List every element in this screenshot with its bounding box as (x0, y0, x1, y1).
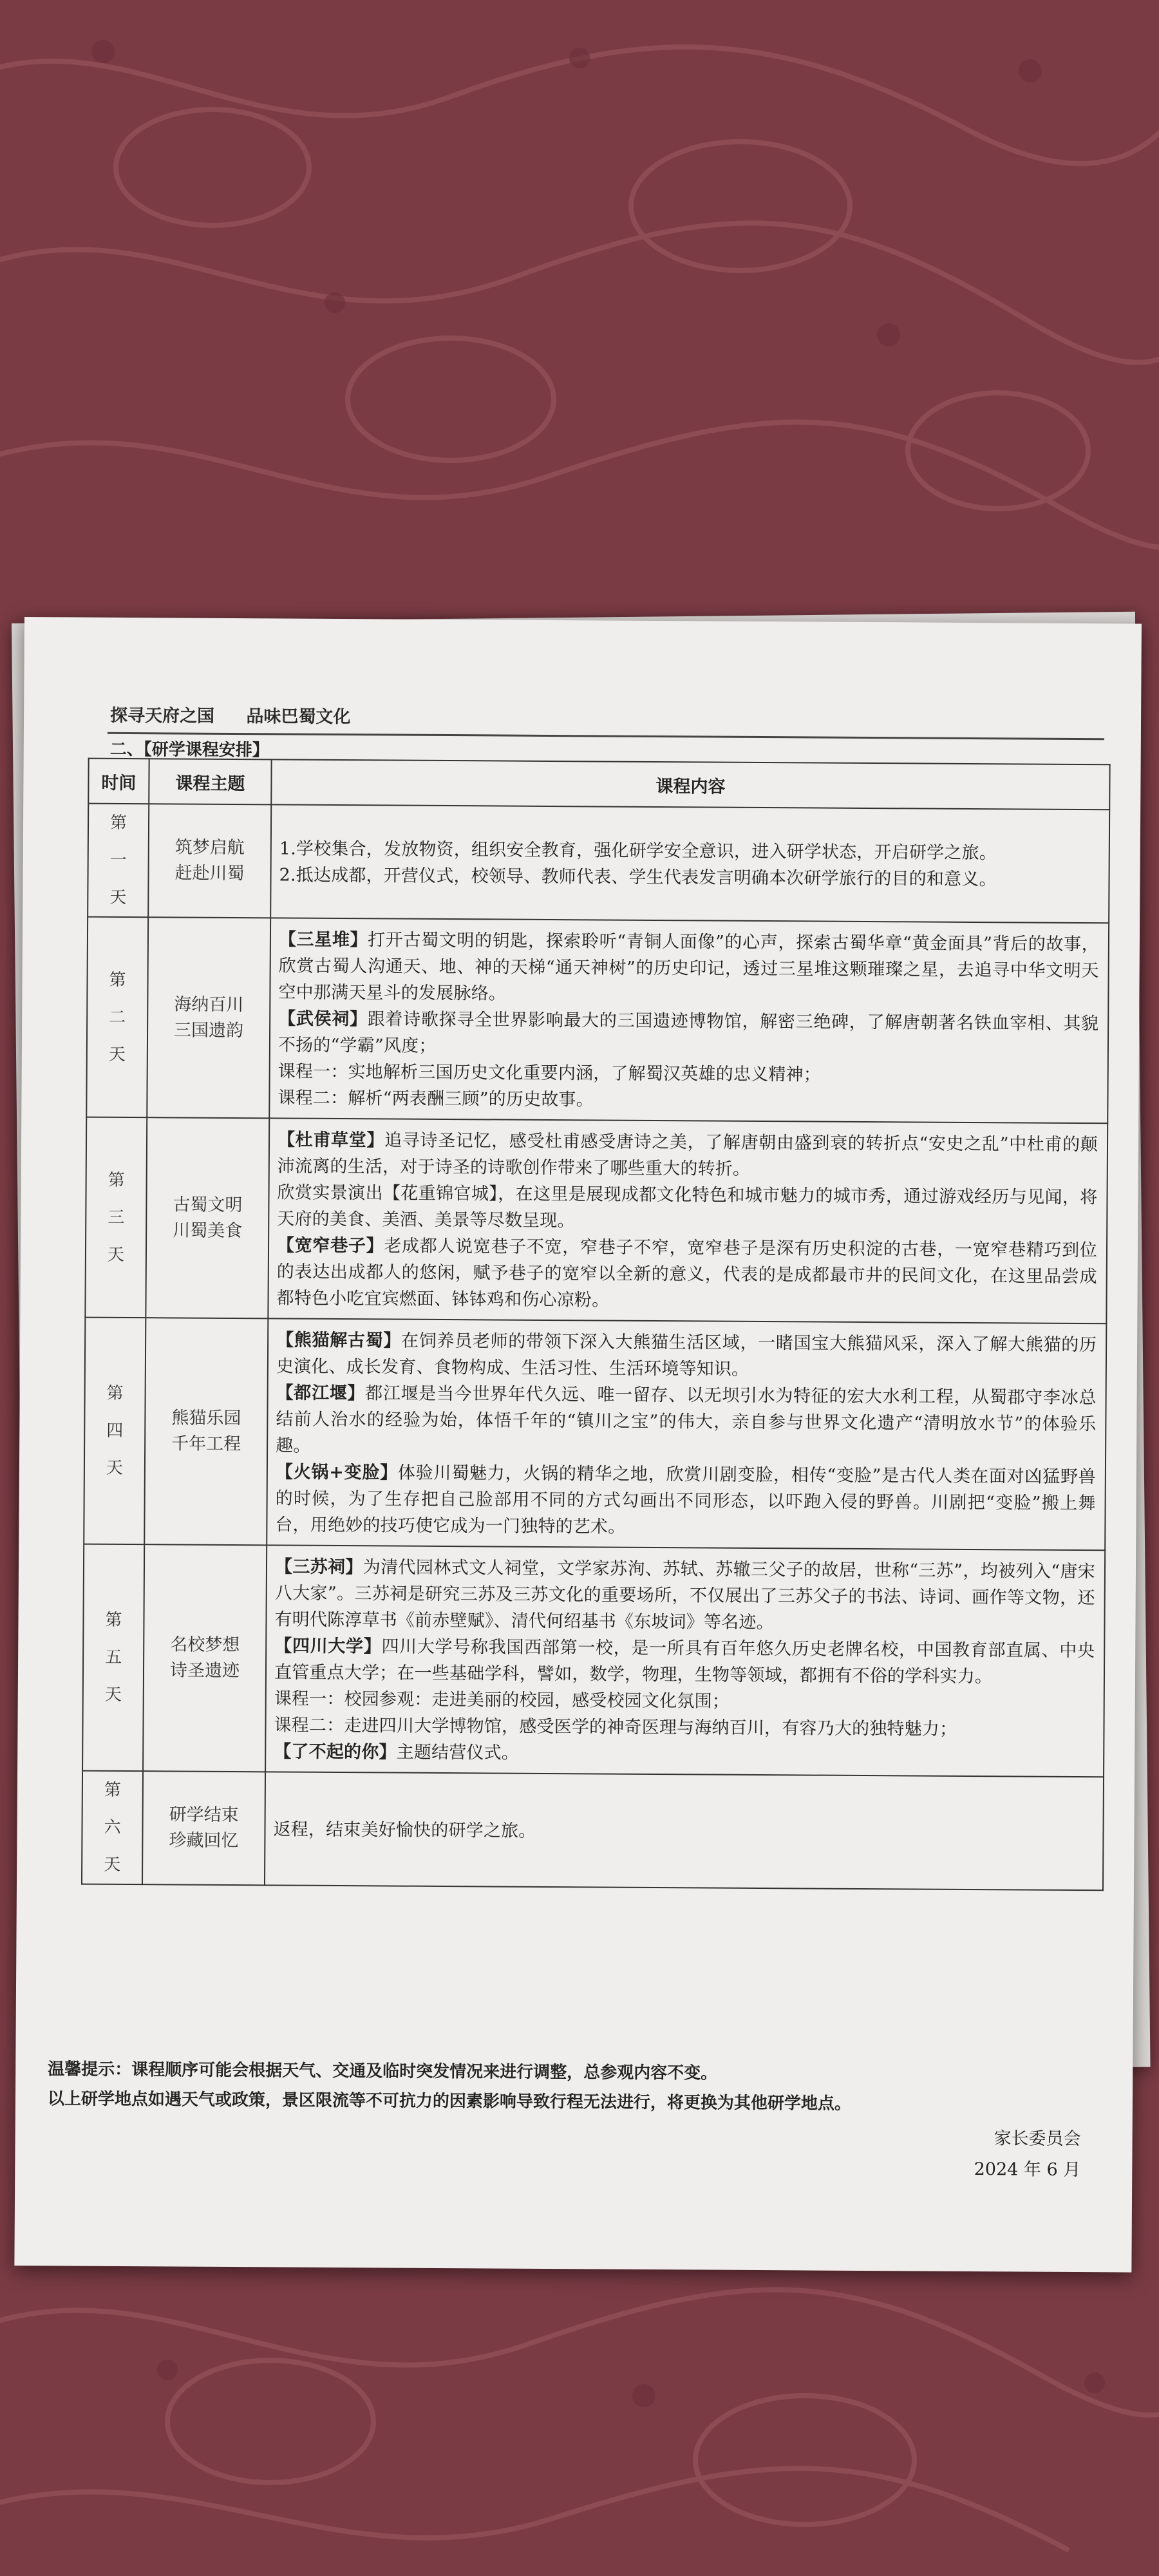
site-tag: 【三星堆】 (278, 929, 368, 951)
theme-line: 古蜀文明 (173, 1194, 243, 1215)
signature-block (974, 2123, 1081, 2186)
content-text: 在饲养员老师的带领下深入大熊猫生活区域，一睹国宝大熊猫风采，深入了解大熊猫的历史演化、成长发育、食物构成、生活习性、生活环境等知识。 (276, 1331, 1097, 1379)
content-cell (270, 804, 1109, 923)
theme-cell (144, 1318, 268, 1545)
table-row (82, 1771, 1104, 1891)
site-tag: 【火锅+变脸】 (275, 1462, 399, 1483)
site-tag: 【武侯祠】 (278, 1009, 368, 1030)
theme-line: 熊猫乐园 (171, 1408, 241, 1429)
day-cell (82, 1771, 143, 1885)
content-paragraph (279, 862, 1099, 893)
content-cell (268, 1118, 1107, 1323)
document-title (110, 701, 377, 728)
content-cell (267, 1318, 1106, 1550)
day-char: 天 (108, 1045, 126, 1065)
site-tag: 【熊猫解古蜀】 (276, 1330, 402, 1351)
signature-date: 2024 年 6 月 (974, 2159, 1081, 2181)
content-cell (269, 918, 1109, 1123)
day-char: 第 (109, 813, 127, 833)
table-row (88, 804, 1109, 923)
content-paragraph (274, 1738, 1094, 1770)
content-paragraph (273, 1816, 1093, 1848)
content-paragraph (278, 1084, 1098, 1116)
theme-line: 诗圣遗迹 (169, 1660, 240, 1681)
theme-line: 筑梦启航 (174, 837, 245, 858)
schedule-body (82, 804, 1109, 1891)
site-tag: 【三苏祠】 (274, 1557, 363, 1578)
content-paragraph (274, 1553, 1095, 1638)
table-row (82, 1544, 1105, 1777)
day-char: 天 (109, 887, 127, 907)
day-char: 第 (104, 1780, 121, 1800)
content-text: 都江堰是当今世界年代久远、唯一留存、以无坝引水为特征的宏大水利工程，从蜀郡守李冰总结前人治水的经验为始，体悟千年的“镇川之宝”的伟大，亲自参与世界文化遗产“清明放水节”的体验乐趣。 (276, 1383, 1097, 1456)
day-char: 第 (105, 1610, 122, 1630)
table-row (84, 1318, 1106, 1551)
note-line: 温馨提示：课程顺序可能会根据天气、交通及临时突发情况来进行调整，总参观内容不变。 (48, 2060, 718, 2083)
theme-line: 川蜀美食 (173, 1220, 243, 1241)
content-text: 返程，结束美好愉快的研学之旅。 (273, 1819, 536, 1841)
day-char: 六 (104, 1817, 121, 1837)
content-paragraph (278, 1005, 1098, 1063)
title-part-1: 探寻天府之国 (109, 705, 215, 726)
content-text: 课程一：校园参观：走进美丽的校园，感受校园文化氛围； (274, 1689, 730, 1712)
content-paragraph (278, 1126, 1098, 1184)
content-text: 追寻诗圣记忆，感受杜甫感受唐诗之美，了解唐朝由盛到衰的转折点“安史之乱”中杜甫的颠沛流离的生活，对于诗圣的诗歌创作带来了哪些重大的转折。 (277, 1130, 1098, 1179)
day-char: 天 (104, 1685, 122, 1705)
printed-sheet (14, 617, 1142, 2273)
content-text: 老成都人说宽巷子不宽，窄巷子不窄，宽窄巷子是深有历史积淀的古巷，一宽窄巷精巧到位的表达出成都人的悠闲，赋予巷子的宽窄以全新的意义，代表的是成都最市井的民间文化，在这里品尝成都特色小吃宜宾燃面、钵钵鸡和伤心凉粉。 (276, 1236, 1098, 1311)
schedule-table (81, 758, 1111, 1891)
day-char: 天 (106, 1458, 124, 1478)
content-text: 体验川蜀魅力，火锅的精华之地，欣赏川剧变脸，相传“变脸”是古代人类在面对凶猛野兽的时候，为了生存把自己脸部用不同的方式勾画出不同形态，以吓跑入侵的野兽。川剧把“变脸”搬上舞台，用绝妙的技巧使它成为一门独特的艺术。 (275, 1463, 1096, 1537)
day-char: 五 (105, 1647, 122, 1667)
content-text: 欣赏实景演出【花重锦官城】，在这里是展现成都文化特色和城市魅力的城市秀，通过游戏经历与见闻，将天府的美食、美酒、美景等尽数呈现。 (277, 1182, 1098, 1231)
content-paragraph (276, 1379, 1097, 1464)
content-text: 主题结营仪式。 (396, 1742, 520, 1763)
day-char: 一 (109, 850, 127, 870)
content-text: 2.抵达成都，开营仪式，校领导、教师代表、学生代表发言明确本次研学旅行的目的和意义。 (279, 865, 997, 890)
day-cell (86, 917, 148, 1118)
day-char: 四 (106, 1421, 124, 1441)
theme-cell (143, 1544, 267, 1772)
theme-line: 珍藏回忆 (169, 1830, 239, 1852)
content-paragraph (277, 1179, 1097, 1237)
site-tag: 【宽窄巷子】 (276, 1235, 384, 1256)
day-cell (85, 1117, 147, 1318)
signature-org: 家长委员会 (994, 2128, 1081, 2150)
content-text: 1.学校集合，发放物资，组织安全教育，强化研学安全意识，进入研学状态，开启研学之旅。 (279, 838, 997, 864)
content-text: 打开古蜀文明的钥匙，探索聆听“青铜人面像”的心声，探索古蜀华章“黄金面具”背后的故事，欣赏古蜀人沟通天、地、神的天梯“通天神树”的历史印记，透过三星堆这颗璀璨之星，去追寻中华文明天空中那满天星斗的发展脉络。 (278, 930, 1100, 1004)
table-row (85, 1117, 1107, 1324)
theme-line: 千年工程 (171, 1434, 241, 1455)
content-text: 课程二：解析“两表酬三顾”的历史故事。 (278, 1088, 594, 1110)
header-content: 课程内容 (271, 759, 1109, 810)
content-cell (265, 1772, 1104, 1890)
notes-block (48, 2054, 1117, 2120)
content-text: 跟着诗歌探寻全世界影响最大的三国遗迹博物馆，解密三绝碑，了解唐朝著名铁血宰相、其貌不扬的“学霸”风度； (278, 1009, 1099, 1056)
day-char: 天 (107, 1245, 125, 1265)
theme-cell (142, 1771, 265, 1885)
theme-cell (146, 1117, 269, 1318)
site-tag: 【四川大学】 (274, 1636, 382, 1657)
content-cell (265, 1545, 1105, 1777)
content-paragraph (278, 926, 1099, 1010)
day-cell (82, 1544, 144, 1772)
content-text: 四川大学号称我国西部第一校，是一所具有百年悠久历史老牌名校，中国教育部直属、中央直管重点大学；在一些基础学科，譬如，数学，物理，生物等领域，都拥有不俗的学科实力。 (274, 1636, 1095, 1687)
theme-cell (148, 804, 271, 918)
header-theme: 课程主题 (149, 759, 271, 804)
day-cell (84, 1318, 146, 1545)
theme-line: 海纳百川 (174, 994, 244, 1015)
content-paragraph (274, 1633, 1095, 1690)
title-part-2: 品味巴蜀文化 (246, 706, 351, 728)
content-paragraph (275, 1459, 1096, 1543)
note-line: 以上研学地点如遇天气或政策，景区限流等不可抗力的因素影响导致行程无法进行，将更换为其他研学地点。 (47, 2089, 852, 2114)
theme-line: 赶赴川蜀 (174, 863, 245, 884)
site-tag: 【杜甫草堂】 (277, 1130, 385, 1151)
table-header-row (88, 759, 1109, 810)
day-char: 三 (108, 1208, 125, 1227)
day-char: 二 (109, 1007, 126, 1027)
theme-line: 名校梦想 (170, 1634, 240, 1656)
content-text: 课程二：走进四川大学博物馆，感受医学的神奇医理与海纳百川，有容乃大的独特魅力； (274, 1715, 957, 1739)
day-char: 天 (104, 1855, 121, 1875)
section-heading: 二、【研学课程安排】 (109, 739, 269, 761)
table-row (86, 917, 1109, 1124)
day-char: 第 (106, 1383, 124, 1403)
content-text: 课程一：实地解析三国历史文化重要内涵，了解蜀汉英雄的忠义精神； (278, 1061, 821, 1085)
theme-line: 研学结束 (169, 1804, 239, 1826)
content-paragraph (276, 1327, 1097, 1385)
content-text: 为清代园林式文人祠堂，文学家苏洵、苏轼、苏辙三父子的故居，世称“三苏”，均被列入“唐宋八大家”。三苏祠是研究三苏及三苏文化的重要场所，不仅展出了三苏父子的书法、诗词、画作等文物，还有明代陈淳草书《前赤壁赋》、清代何绍基书《东坡词》等名迹。 (274, 1557, 1096, 1633)
site-tag: 【都江堰】 (276, 1383, 366, 1404)
site-tag: 【了不起的你】 (274, 1741, 397, 1763)
day-char: 第 (108, 1170, 125, 1190)
content-paragraph (276, 1232, 1097, 1316)
day-char: 第 (109, 970, 126, 990)
theme-cell (147, 917, 270, 1118)
theme-line: 三国遗韵 (173, 1019, 244, 1041)
header-time: 时间 (88, 759, 149, 804)
day-cell (88, 804, 149, 918)
